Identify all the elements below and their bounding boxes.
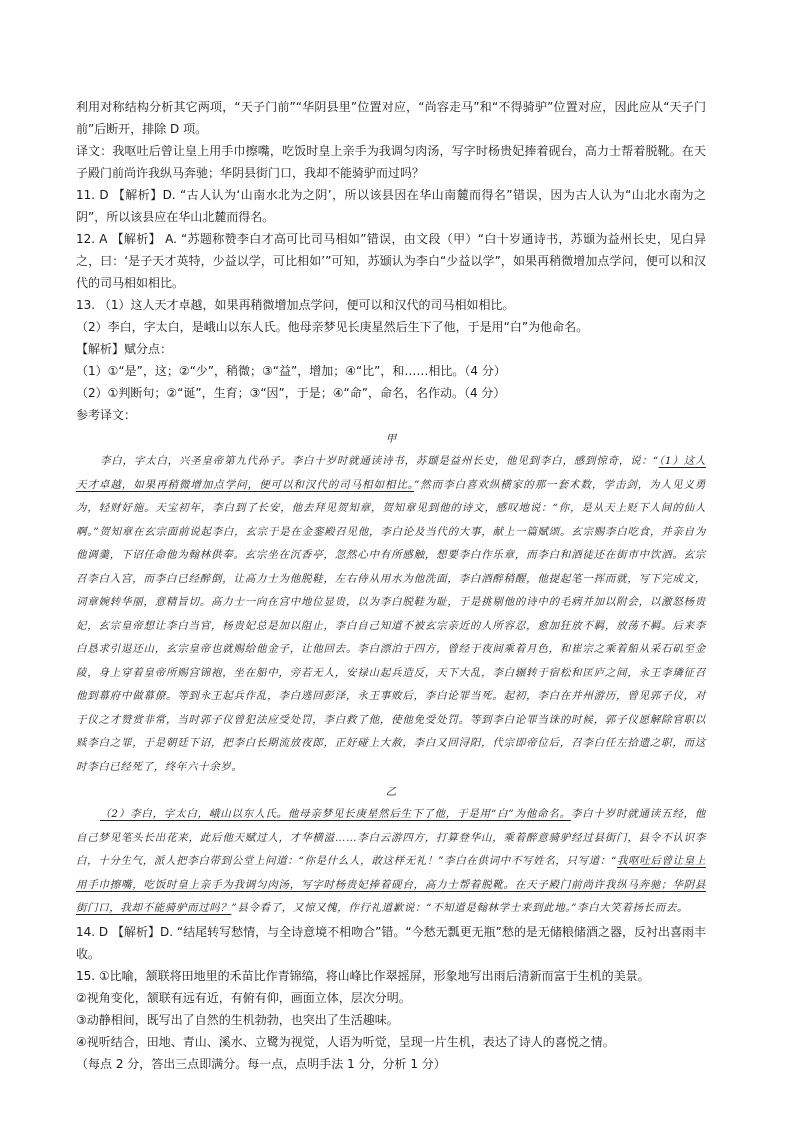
- answer-15-1: 15. ①比喻，颔联将田地里的禾苗比作青锦缟，将山峰比作翠摇屏，形象地写出雨后清新而富于生机的美景。: [76, 968, 650, 983]
- scoring-point-1: （1）①“是”，这；②“少”，稍微；③“益”，增加；④“比”，和……相比。（4 分）: [76, 364, 506, 378]
- handwritten-translation-jia: [76, 450, 706, 779]
- answer-11: 11. D 【解析】D. “古人认为‘山南水北为之阴’，所以该县因在华山南麓而得名”错误，因为古人认为“山北水南为之阴”，所以该县应在华山北麓而得名。: [76, 188, 706, 224]
- yi-underlined-quote: 我呕吐后曾让皇上用手巾擦嘴，吃饭时皇上亲手为我调匀肉汤，写字时杨贵妃捧着砚台，高力士帮着脱靴。在天子殿门前尚许我纵马奔驰；华阴县街门口，我却不能骑驴而过吗？: [76, 855, 706, 914]
- analysis-paragraph: 利用对称结构分析其它两项，“天子门前”“华阴县里”位置对应，“尚容走马”和“不得骑驴”位置对应，因此应从“天子门前”后断开，排除 D 项。: [76, 100, 706, 136]
- scoring-note: （每点 2 分，答出三点即满分。每一点，点明手法 1 分，分析 1 分）: [76, 1056, 446, 1071]
- section-yi-heading: 乙: [385, 786, 397, 798]
- scoring-heading: 【解析】赋分点：: [76, 342, 173, 356]
- jia-text-pre: 李白，字太白，兴圣皇帝第九代孙子。李白十岁时就通读诗书，苏颋是益州长史，他见到李白，感到惊奇，说：“: [100, 455, 659, 467]
- answer-15-3: ③动静相间，既写出了自然的生机勃勃，也突出了生活趣味。: [76, 1012, 399, 1027]
- answer-15-4: ④视听结合，田地、青山、溪水、立鹭为视觉，人语为听觉，呈现一片生机，表达了诗人的喜悦之情。: [76, 1034, 615, 1049]
- answer-12: 12. A 【解析】 A. “苏题称赞李白才高可比司马相如”错误，由文段（甲）“白十岁通诗书，苏颋为益州长史，见白异之，曰：‘是子天才英特，少益以学，可比相如’”可知，苏颋认为李白“少益以学”，如果再稍微增加点学问，便可以和汉代的司马相如相比。: [76, 232, 706, 290]
- scoring-point-2: （2）①判断句；②“诞”，生育；③“因”，于是；④“命”，命名，名作动。（4 分）: [76, 386, 506, 400]
- answer-15-2: ②视角变化，颔联有远有近，有俯有仰，画面立体，层次分明。: [76, 990, 411, 1005]
- reference-translation-label: 参考译文：: [76, 408, 137, 422]
- answer-13-2: （2）李白，字太白，是峨山以东人氏。他母亲梦见长庚星然后生下了他，于是用“白”为他命名。: [76, 320, 589, 334]
- answer-14: 14. D 【解析】D. “结尾转写愁情，与全诗意境不相吻合”错。“今愁无瓢更无瓶”愁的是无储粮储酒之器，反衬出喜雨丰收。: [76, 924, 706, 961]
- translation-paragraph: 译文：我呕吐后曾让皇上用手巾擦嘴，吃饭时皇上亲手为我调匀肉汤，写字时杨贵妃捧着砚台，高力士帮着脱靴。在天子殿门前尚许我纵马奔驰；华阴县街门口，我却不能骑驴而过吗？: [76, 144, 706, 180]
- yi-text-post: 李白十岁时就通读五经，他自己梦见笔头长出花来，此后他天赋过人，才华横溢……李白云游四方，打算登华山，乘着醉意骑驴经过县街门，县令不认识李白，十分生气，派人把李白带到公堂上问道：“你是什么人，敢这样无礼！”李白在供词中不写姓名，只写道：“: [76, 808, 706, 867]
- section-jia-heading: 甲: [385, 433, 397, 445]
- yi-text-tail: ”县令看了，又惊又愧，作行礼道歉说：“不知道是翰林学士来到此地。”李白大笑着扬长而去。: [231, 902, 689, 914]
- answer-13-1: 13. （1）这人天才卓越，如果再稍微增加点学问，便可以和汉代的司马相如相比。: [76, 298, 515, 312]
- jia-text-post: ”然而李白喜欢纵横家的那一套术数，学击剑，为人见义勇为，轻财好施。天宝初年，李白到了长安，他去拜见贺知章，贺知章见到他的诗文，感叹地说：“你，是从天上贬下人间的仙人啊。”贺知章在玄宗面前说起李白，玄宗于是在金銮殿召见他，李白论及当代的大事，献上一篇赋颂。玄宗赐李白吃食，并亲自为他调羹，下诏任命他为翰林供奉。玄宗坐在沉香亭，忽然心中有所感触，想要李白作乐章，而李白和酒徒还在街市中饮酒。玄宗召李白入宫，而李白已经醉倒，让高力士为他脱鞋，左右侍从用水为他洗面，李白酒醉稍醒，他提起笔一挥而就，写下完成文，词章婉转华丽，意精旨切。高力士一向在宫中地位显贵，以为李白脱鞋为耻，于是挑剔他的诗中的毛病并加以附会，以激怒杨贵妃，玄宗皇帝想让李白当官，杨贵妃总是加以阻止，李白自己知道不被玄宗亲近的人所容忍，愈加狂放不羁，放荡不羁。后来李白恳求引退还山，玄宗皇帝也就赐给他金子，让他回去。李白漂泊于四方，曾经于夜间乘着月色，和崔宗之乘着船从采石矶至金陵，身上穿着皇帝所赐宫锦袍，坐在船中，旁若无人，安禄山起兵造反，天下大乱，李白辗转于宿松和匡庐之间，永王李璘征召他到幕府中做幕僚。等到永王起兵作乱，李白逃回彭泽，永王事败后，李白论罪当死。起初，李白在并州游历，曾见郭子仪，对于仪之才赞赏非常，当时郭子仪曾犯法应受处罚，李白救了他，使他免受处罚。等到李白论罪当诛的时候，郭子仪愿解除官职以赎李白之罪，于是朝廷下诏，把李白长期流放夜郎，正好碰上大赦，李白又回浔阳，代宗即帝位后，召李白任左拾遗之职，而这时李白已经死了，终年六十余岁。: [76, 478, 707, 773]
- handwritten-translation-yi: [76, 803, 706, 921]
- jia-underlined-answer: （1）这人天才卓越，如果再稍微增加点学问，便可以和汉代的司马相如相比。: [76, 455, 706, 491]
- yi-underlined-answer: （2）李白，字太白，峨山以东人氏。他母亲梦见长庚星然后生下了他，于是用“白”为他命名。: [100, 808, 571, 820]
